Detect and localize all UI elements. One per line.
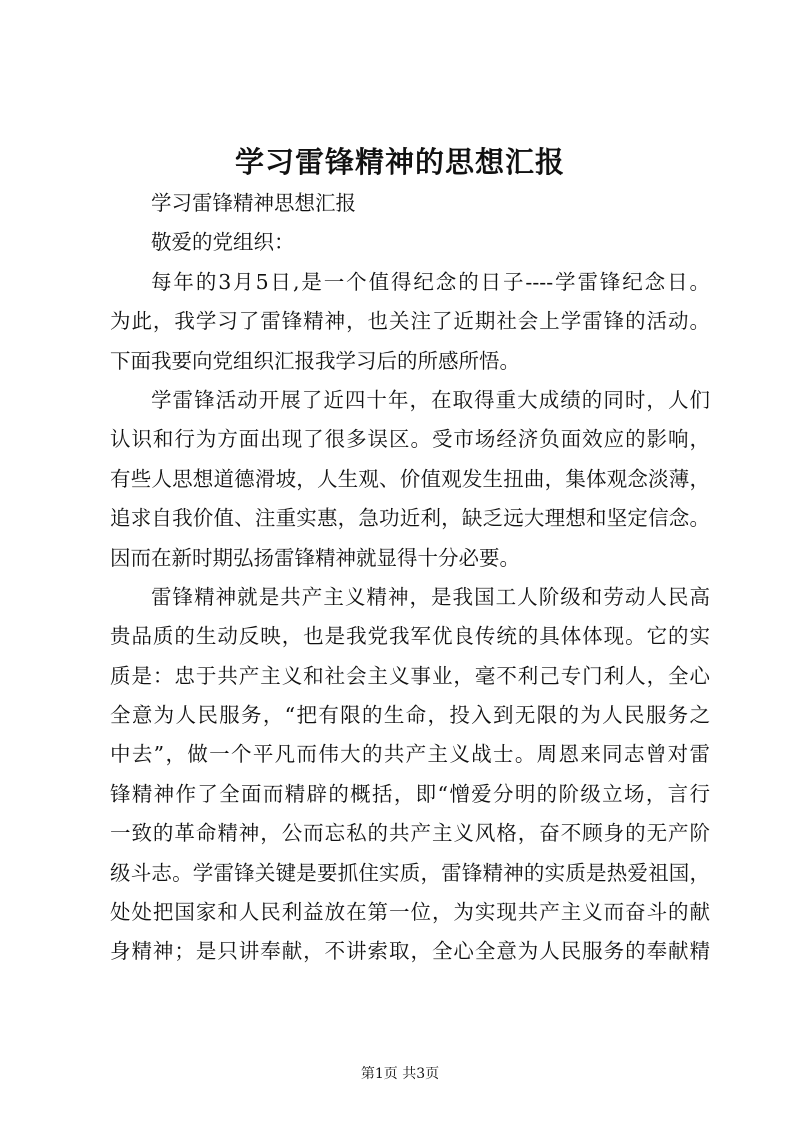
body-line: 学雷锋活动开展了近四十年，在取得重大成绩的同时，人们 — [151, 387, 710, 412]
page-footer: 第1页 共3页 — [360, 1066, 440, 1082]
body-line: 身精神；是只讲奉献，不讲索取，全心全意为人民服务的奉献精 — [110, 939, 710, 964]
document-body — [110, 184, 710, 972]
body-line: 敬爱的党组织： — [151, 230, 295, 255]
body-line: 认识和行为方面出现了很多误区。受市场经济负面效应的影响， — [110, 427, 710, 452]
body-line: 雷锋精神就是共产主义精神，是我国工人阶级和劳动人民高 — [151, 584, 710, 609]
body-line: 学习雷锋精神思想汇报 — [151, 191, 356, 215]
body-line: 级斗志。学雷锋关键是要抓住实质，雷锋精神的实质是热爱祖国， — [110, 860, 710, 885]
body-line: 为此，我学习了雷锋精神，也关注了近期社会上学雷锋的活动。 — [110, 309, 710, 334]
body-line: 锋精神作了全面而精辟的概括，即“憎爱分明的阶级立场，言行 — [110, 781, 710, 806]
body-line: 中去”，做一个平凡而伟大的共产主义战士。周恩来同志曾对雷 — [110, 742, 710, 767]
body-line: 因而在新时期弘扬雷锋精神就显得十分必要。 — [110, 545, 520, 570]
body-line: 处处把国家和人民利益放在第一位，为实现共产主义而奋斗的献 — [110, 900, 710, 925]
body-line: 有些人思想道德滑坡，人生观、价值观发生扭曲，集体观念淡薄， — [110, 466, 710, 491]
body-line: 下面我要向党组织汇报我学习后的所感所悟。 — [110, 348, 520, 373]
body-line: 全意为人民服务，“把有限的生命，投入到无限的为人民服务之 — [110, 703, 710, 728]
body-line: 追求自我价值、注重实惠，急功近利，缺乏远大理想和坚定信念。 — [110, 506, 710, 531]
body-line: 贵品质的生动反映，也是我党我军优良传统的具体体现。它的实 — [110, 624, 710, 649]
body-line: 质是：忠于共产主义和社会主义事业，毫不利己专门利人，全心 — [110, 663, 710, 688]
document-title: 学习雷锋精神的思想汇报 — [234, 145, 565, 179]
body-line: 每年的3月5日,是一个值得纪念的日子----学雷锋纪念日。 — [151, 269, 710, 294]
body-line: 一致的革命精神，公而忘私的共产主义风格，奋不顾身的无产阶 — [110, 821, 710, 846]
